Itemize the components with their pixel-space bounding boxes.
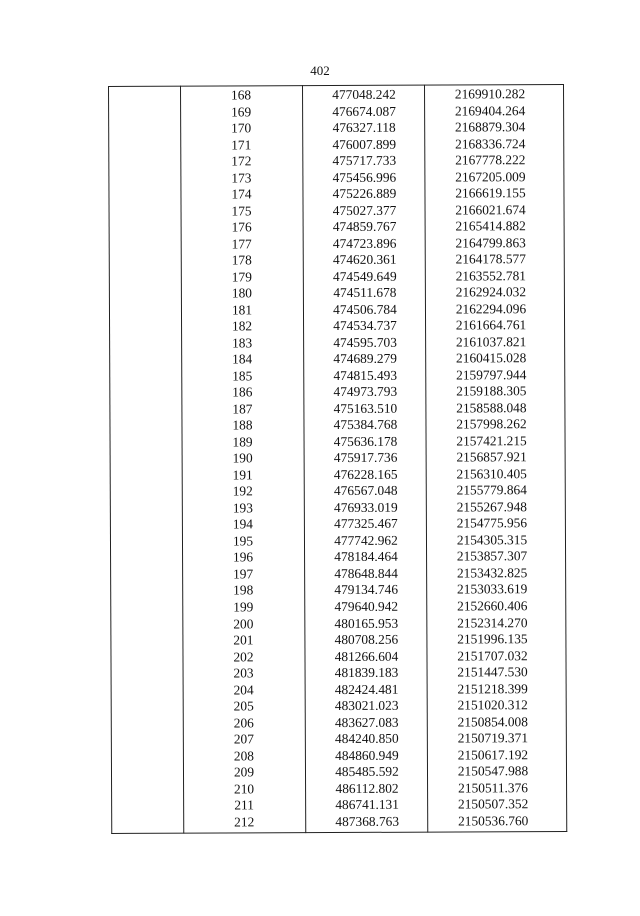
y-coordinate-cell: 2151218.399	[457, 680, 528, 697]
y-coordinate-cell: 2154305.315	[456, 532, 528, 548]
point-number-cell: 176	[231, 219, 252, 235]
coordinate-table	[108, 84, 567, 834]
point-number-cell: 198	[233, 582, 254, 598]
table-row	[110, 648, 566, 667]
y-coordinate-cell: 2167778.222	[455, 152, 526, 168]
x-coordinate-cell: 475717.733	[332, 152, 397, 169]
page-number: 402	[310, 63, 330, 78]
table-row	[108, 152, 564, 171]
table-row	[109, 218, 565, 237]
table-row	[108, 119, 564, 138]
x-coordinate-cell: 480708.256	[334, 631, 399, 648]
table-bottom-border	[111, 831, 567, 834]
y-coordinate-cell: 2168879.304	[454, 119, 526, 135]
point-number-cell: 185	[232, 368, 253, 384]
x-coordinate-cell: 485485.592	[335, 763, 399, 780]
table-row	[111, 813, 567, 832]
x-coordinate-cell: 478648.844	[334, 565, 398, 581]
point-number-cell: 186	[232, 384, 253, 400]
x-coordinate-cell: 476228.165	[333, 466, 398, 482]
y-coordinate-cell: 2159797.944	[456, 366, 527, 383]
table-row	[111, 763, 567, 782]
y-coordinate-cell: 2150854.008	[457, 713, 528, 730]
y-coordinate-cell: 2156310.405	[456, 466, 527, 482]
y-coordinate-cell: 2166021.674	[455, 201, 526, 218]
table-row	[111, 780, 567, 799]
x-coordinate-cell: 475456.996	[332, 169, 397, 185]
y-coordinate-cell: 2150617.192	[457, 746, 529, 763]
x-coordinate-cell: 484240.850	[335, 730, 399, 747]
point-number-cell: 177	[231, 236, 252, 252]
x-coordinate-cell: 474511.678	[333, 284, 397, 301]
x-coordinate-cell: 484860.949	[335, 747, 399, 763]
table-row	[109, 317, 565, 336]
table-row	[108, 86, 564, 105]
point-number-cell: 191	[232, 467, 253, 483]
x-coordinate-cell: 474534.737	[333, 317, 397, 334]
y-coordinate-cell: 2167205.009	[455, 168, 526, 185]
point-number-cell: 168	[230, 87, 252, 103]
table-row	[111, 664, 567, 683]
x-coordinate-cell: 474815.493	[333, 367, 398, 383]
table-row	[111, 714, 567, 733]
x-coordinate-cell: 481839.183	[334, 664, 399, 681]
table-row	[111, 747, 567, 766]
x-coordinate-cell: 476567.048	[333, 483, 398, 499]
point-number-cell: 181	[231, 302, 253, 318]
point-number-cell: 208	[233, 747, 255, 764]
x-coordinate-cell: 474689.279	[333, 350, 398, 367]
table-row	[110, 598, 566, 617]
table-row	[109, 334, 565, 353]
table-row	[109, 284, 565, 303]
table-row	[108, 103, 564, 122]
point-number-cell: 200	[233, 615, 254, 631]
point-number-cell: 195	[232, 533, 254, 549]
x-coordinate-cell: 474549.649	[332, 268, 397, 284]
table-row	[108, 136, 564, 155]
table-row	[110, 631, 566, 650]
table-row	[110, 499, 566, 518]
x-coordinate-cell: 478184.464	[334, 549, 398, 565]
table-row	[111, 796, 567, 815]
point-number-cell: 193	[232, 500, 253, 516]
x-coordinate-cell: 475163.510	[333, 400, 398, 416]
x-coordinate-cell: 486112.802	[335, 780, 399, 796]
y-coordinate-cell: 2150547.988	[457, 763, 529, 779]
point-number-cell: 170	[231, 120, 252, 136]
point-number-cell: 187	[232, 401, 253, 417]
point-number-cell: 204	[233, 681, 254, 698]
y-coordinate-cell: 2164178.577	[455, 251, 526, 267]
point-number-cell: 188	[232, 417, 253, 433]
point-number-cell: 183	[232, 335, 253, 351]
y-coordinate-cell: 2156857.921	[456, 449, 527, 465]
y-coordinate-cell: 2151996.135	[457, 631, 528, 647]
x-coordinate-cell: 482424.481	[334, 681, 399, 697]
point-number-cell: 184	[232, 351, 253, 367]
y-coordinate-cell: 2151020.312	[457, 697, 528, 713]
point-number-cell: 194	[232, 516, 253, 532]
point-number-cell: 206	[233, 714, 254, 731]
point-number-cell: 178	[231, 252, 252, 268]
point-number-cell: 179	[231, 269, 252, 285]
x-coordinate-cell: 474620.361	[332, 251, 397, 268]
x-coordinate-cell: 483021.023	[334, 697, 399, 714]
x-coordinate-cell: 475226.889	[332, 185, 397, 202]
table-row	[111, 697, 567, 716]
table-row	[110, 532, 566, 551]
point-number-cell: 207	[233, 731, 254, 747]
x-coordinate-cell: 481266.604	[334, 648, 399, 664]
x-coordinate-cell: 480165.953	[334, 615, 399, 631]
point-number-cell: 173	[231, 169, 252, 186]
table-row	[108, 169, 564, 188]
y-coordinate-cell: 2150719.371	[457, 730, 529, 746]
y-coordinate-cell: 2165414.882	[455, 218, 526, 234]
x-coordinate-cell: 477742.962	[334, 532, 398, 548]
table-row	[110, 482, 566, 501]
table-row	[109, 416, 565, 435]
y-coordinate-cell: 2153857.307	[456, 548, 528, 564]
point-number-cell: 197	[233, 566, 254, 582]
x-coordinate-cell: 476007.899	[332, 136, 397, 152]
x-coordinate-cell: 486741.131	[335, 796, 399, 813]
table-row	[110, 565, 566, 584]
x-coordinate-cell: 476327.118	[332, 119, 396, 136]
point-number-cell: 175	[231, 202, 252, 219]
y-coordinate-cell: 2152660.406	[457, 598, 528, 614]
point-number-cell: 180	[231, 285, 252, 301]
y-coordinate-cell: 2168336.724	[455, 135, 526, 152]
y-coordinate-cell: 2162294.096	[455, 300, 527, 317]
x-coordinate-cell: 474859.767	[332, 218, 397, 235]
table-row	[109, 400, 565, 419]
point-number-cell: 171	[231, 136, 252, 153]
y-coordinate-cell: 2158588.048	[456, 399, 527, 416]
point-number-cell: 189	[232, 434, 253, 450]
y-coordinate-cell: 2151447.530	[457, 664, 528, 680]
y-coordinate-cell: 2169404.264	[454, 102, 526, 119]
y-coordinate-cell: 2160415.028	[456, 350, 527, 366]
x-coordinate-cell: 475636.178	[333, 433, 398, 449]
x-coordinate-cell: 476674.087	[332, 103, 396, 119]
x-coordinate-cell: 475384.768	[333, 417, 398, 433]
y-coordinate-cell: 2163552.781	[455, 267, 527, 284]
y-coordinate-cell: 2169910.282	[454, 86, 526, 102]
y-coordinate-cell: 2159188.305	[456, 383, 527, 399]
point-number-cell: 190	[232, 450, 253, 466]
point-number-cell: 169	[231, 103, 252, 119]
y-coordinate-cell: 2153033.619	[457, 581, 528, 597]
x-coordinate-cell: 483627.083	[334, 714, 399, 730]
table-row	[111, 730, 567, 749]
table-row	[109, 251, 565, 270]
y-coordinate-cell: 2150511.376	[458, 779, 529, 796]
x-coordinate-cell: 477325.467	[334, 516, 398, 532]
y-coordinate-cell: 2153432.825	[456, 565, 528, 581]
table-row	[109, 268, 565, 287]
y-coordinate-cell: 2155779.864	[456, 482, 527, 498]
y-coordinate-cell: 2161037.821	[455, 333, 527, 350]
y-coordinate-cell: 2162924.032	[455, 284, 527, 300]
point-number-cell: 212	[234, 814, 255, 830]
point-number-cell: 174	[231, 186, 252, 202]
x-coordinate-cell: 487368.763	[335, 813, 400, 829]
x-coordinate-cell: 479134.746	[334, 582, 399, 598]
y-coordinate-cell: 2151707.032	[457, 647, 528, 664]
point-number-cell: 205	[233, 698, 254, 714]
y-coordinate-cell: 2150507.352	[457, 796, 529, 812]
point-number-cell: 196	[232, 549, 254, 565]
table-row	[110, 615, 566, 634]
y-coordinate-cell: 2154775.956	[456, 515, 528, 531]
x-coordinate-cell: 474723.896	[332, 235, 397, 251]
point-number-cell: 199	[233, 599, 254, 615]
point-number-cell: 172	[231, 153, 252, 169]
y-coordinate-cell: 2157421.215	[456, 433, 527, 449]
table-row	[111, 681, 567, 700]
table-row	[109, 202, 565, 221]
x-coordinate-cell: 479640.942	[334, 598, 399, 615]
x-coordinate-cell: 475027.377	[332, 202, 397, 218]
point-number-cell: 210	[233, 781, 255, 797]
y-coordinate-cell: 2155267.948	[456, 499, 528, 515]
x-coordinate-cell: 476933.019	[333, 499, 398, 515]
table-row	[109, 235, 565, 254]
y-coordinate-cell: 2152314.270	[457, 614, 528, 630]
point-number-cell: 182	[231, 318, 253, 334]
point-number-cell: 203	[233, 665, 254, 681]
table-row	[109, 383, 565, 402]
y-coordinate-cell: 2166619.155	[455, 185, 526, 201]
x-coordinate-cell: 475917.736	[333, 450, 398, 466]
x-coordinate-cell: 474595.703	[333, 334, 397, 350]
x-coordinate-cell: 474973.793	[333, 384, 398, 400]
y-coordinate-cell: 2157998.262	[456, 416, 527, 432]
point-number-cell: 192	[232, 483, 253, 499]
table-row	[109, 301, 565, 320]
x-coordinate-cell: 477048.242	[332, 86, 396, 103]
y-coordinate-cell: 2161664.761	[455, 317, 527, 333]
x-coordinate-cell: 474506.784	[333, 301, 397, 317]
table-row	[110, 548, 566, 567]
table-row	[108, 185, 564, 204]
y-coordinate-cell: 2150536.760	[458, 812, 529, 829]
point-number-cell: 201	[233, 632, 254, 648]
table-body	[108, 86, 567, 831]
table-row	[110, 466, 566, 485]
point-number-cell: 211	[234, 797, 254, 813]
table-row	[110, 449, 566, 468]
table-row	[109, 350, 565, 369]
y-coordinate-cell: 2164799.863	[455, 234, 526, 251]
point-number-cell: 209	[233, 764, 255, 780]
point-number-cell: 202	[233, 648, 254, 664]
table-row	[109, 367, 565, 386]
table-row	[110, 515, 566, 534]
table-row	[110, 433, 566, 452]
table-row	[110, 581, 566, 600]
